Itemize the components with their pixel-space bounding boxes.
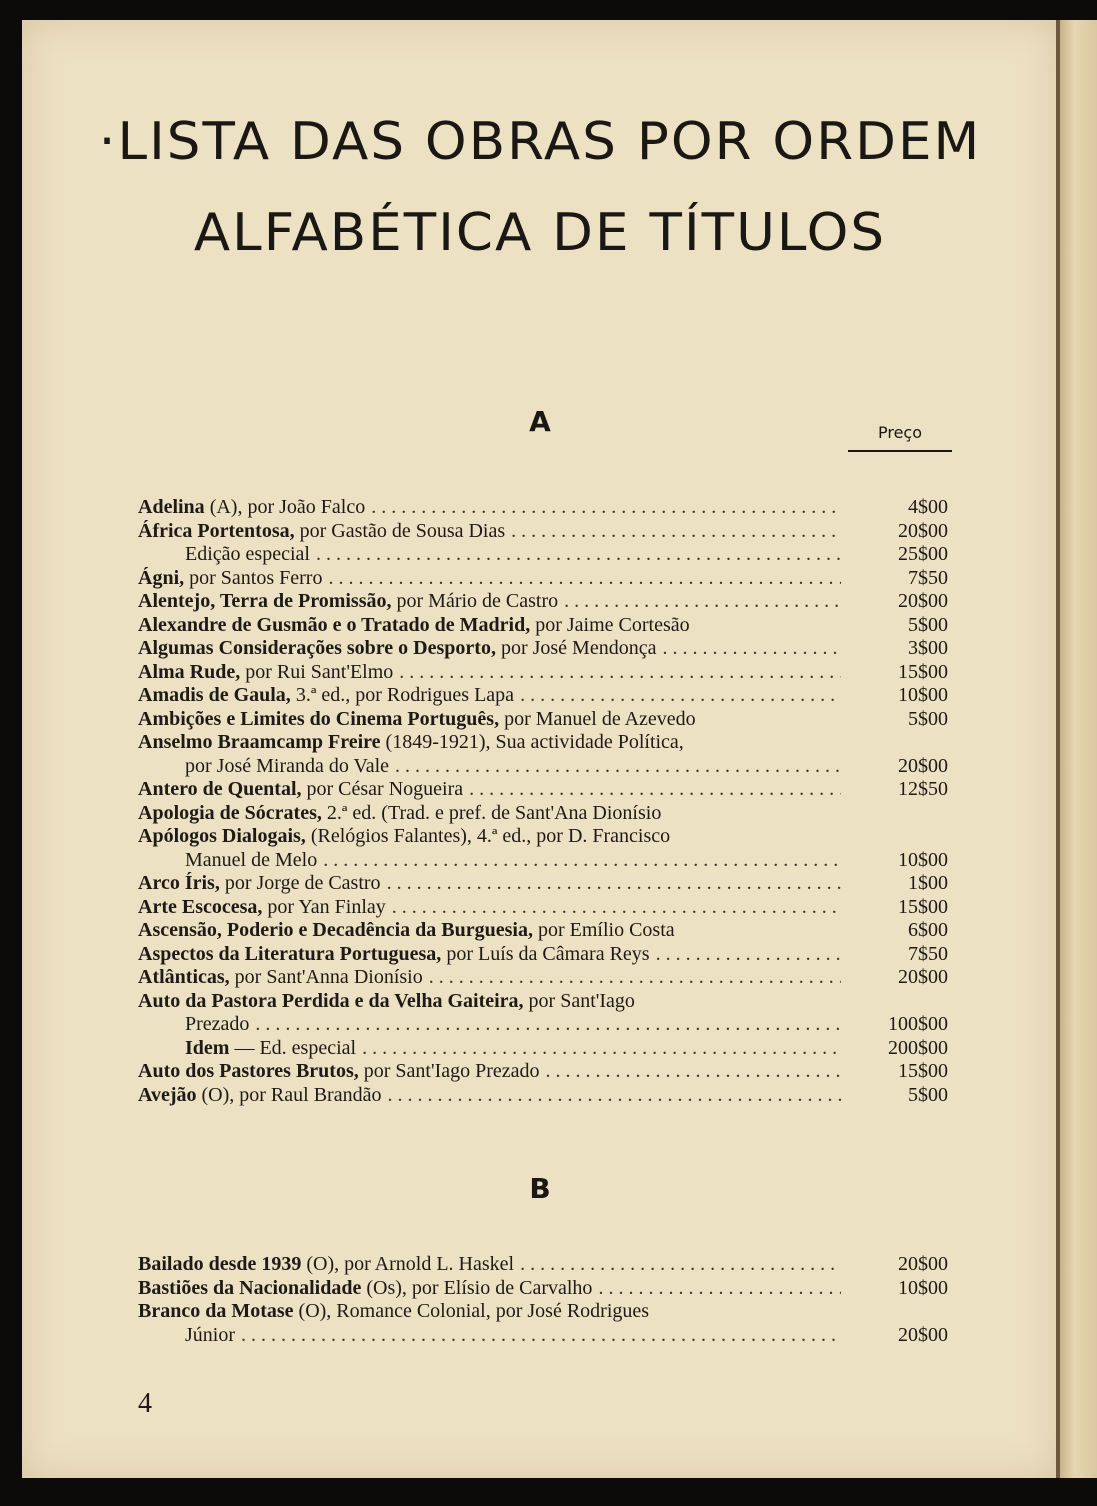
- entry-text: [138, 825, 841, 849]
- entry-title-bold: Arte Escocesa,: [138, 895, 263, 918]
- entry-title-bold: Algumas Considerações sobre o Desporto,: [138, 637, 496, 659]
- entry-row: [138, 520, 948, 544]
- entry-text: [138, 1277, 841, 1301]
- entry-title-line: [185, 1037, 356, 1061]
- entry-title-line: [138, 496, 365, 520]
- dot-leader: [255, 1013, 841, 1037]
- dot-leader: [316, 543, 841, 567]
- entry-title-line: [138, 802, 661, 826]
- section-letter-a: A: [529, 405, 551, 438]
- dot-leader: [469, 778, 841, 802]
- dot-leader: [656, 943, 841, 967]
- entry-details: Edição especial: [185, 543, 310, 565]
- entry-row: [138, 567, 948, 591]
- entry-title-bold: Apólogos Dialogais,: [138, 825, 306, 847]
- entry-list-b: [138, 1253, 948, 1347]
- entry-details: (O), por Raul Brandão: [196, 1083, 382, 1106]
- entry-text: [138, 1060, 841, 1084]
- dot-leader: [520, 684, 841, 708]
- entry-title-bold: Adelina: [138, 496, 205, 518]
- entry-price: 4$00: [908, 496, 948, 518]
- entry-details: por Manuel de Azevedo: [499, 707, 696, 730]
- entry-details: por Gastão de Sousa Dias: [294, 519, 506, 542]
- entry-title-bold: Arco Íris,: [138, 872, 220, 894]
- entry-text: [138, 1084, 841, 1108]
- entry-text: [138, 1253, 841, 1277]
- entry-title-line: [185, 755, 389, 779]
- entry-row: [138, 943, 948, 967]
- entry-text: [185, 1324, 841, 1348]
- entry-price: 7$50: [908, 566, 948, 589]
- entry-title-bold: Amadis de Gaula,: [138, 684, 291, 706]
- entry-row: [138, 1013, 948, 1037]
- entry-title-bold: Anselmo Braamcamp Freire: [138, 731, 381, 753]
- entry-price: 3$00: [908, 637, 948, 659]
- dot-leader: [328, 567, 841, 591]
- entry-details: 3.ª ed., por Rodrigues Lapa: [290, 684, 515, 706]
- entry-title-bold: Bastiões da Nacionalidade: [138, 1276, 362, 1299]
- entry-title-line: [138, 1084, 381, 1108]
- entry-title-line: [138, 825, 670, 849]
- entry-title-line: [185, 1013, 249, 1037]
- entry-title-bold: Alentejo, Terra de Promissão,: [138, 590, 392, 612]
- entry-row: [138, 778, 948, 802]
- entry-details: por César Nogueira: [301, 778, 464, 800]
- entry-title-bold: Apologia de Sócrates,: [138, 801, 322, 824]
- entry-title-bold: Alma Rude,: [138, 660, 241, 683]
- entry-text: [138, 637, 841, 661]
- entry-title-line: [138, 872, 381, 896]
- dot-leader: [564, 590, 841, 614]
- entry-details: por Sant'Iago: [523, 989, 635, 1012]
- entry-details: Prezado: [185, 1013, 250, 1035]
- entry-row: [138, 1324, 948, 1348]
- entry-text: [138, 590, 841, 614]
- entry-details: Júnior: [185, 1323, 235, 1346]
- entry-title-line: [138, 778, 463, 802]
- entry-text: [138, 684, 841, 708]
- section-letter-b: B: [529, 1172, 551, 1205]
- entry-title-line: [138, 567, 322, 591]
- dot-leader: [387, 1084, 841, 1108]
- dot-leader: [395, 755, 841, 779]
- entry-row: [138, 1037, 948, 1061]
- entry-text: [138, 802, 841, 826]
- dot-leader: [399, 661, 841, 685]
- entry-title-line: [185, 543, 310, 567]
- entry-text: [185, 755, 841, 779]
- entry-price: 10$00: [898, 1276, 948, 1299]
- entry-row: [138, 1300, 948, 1324]
- entry-title-line: [138, 943, 650, 967]
- entry-title-bold: Avejão: [138, 1083, 197, 1106]
- entry-title-bold: África Portentosa,: [138, 519, 295, 542]
- entry-details: (Os), por Elísio de Carvalho: [361, 1276, 593, 1299]
- dot-leader: [546, 1060, 841, 1084]
- page-title-line-2: ALFABÉTICA DE TÍTULOS: [193, 203, 887, 263]
- entry-title-bold: Atlânticas,: [138, 966, 230, 988]
- page-title-line-1: ·LISTA DAS OBRAS POR ORDEM: [98, 112, 982, 172]
- entry-text: [138, 520, 841, 544]
- entry-price: 15$00: [898, 660, 948, 683]
- entry-title-line: [138, 661, 393, 685]
- entry-price: 25$00: [898, 543, 948, 565]
- entry-title-line: [138, 614, 690, 638]
- entry-details: 2.ª ed. (Trad. e pref. de Sant'Ana Dionísio: [321, 801, 662, 824]
- entry-title-bold: Auto dos Pastores Brutos,: [138, 1060, 359, 1082]
- entry-row: [138, 1060, 948, 1084]
- entry-text: [138, 731, 841, 755]
- entry-details: (O), por Arnold L. Haskel: [301, 1253, 515, 1275]
- entry-row: [138, 919, 948, 943]
- entry-details: — Ed. especial: [229, 1036, 357, 1059]
- entry-title-line: [138, 731, 684, 755]
- entry-text: [185, 1037, 841, 1061]
- entry-title-line: [138, 896, 386, 920]
- dot-leader: [241, 1324, 841, 1348]
- entry-title-bold: Ágni,: [138, 566, 185, 589]
- entry-row: [138, 708, 948, 732]
- entry-price: 5$00: [908, 1083, 948, 1106]
- entry-text: [138, 567, 841, 591]
- entry-text: [138, 872, 841, 896]
- entry-details: (Relógios Falantes), 4.ª ed., por D. Francisco: [305, 825, 671, 847]
- entry-price: 6$00: [908, 919, 948, 941]
- book-page: [22, 20, 1058, 1478]
- entry-price: 20$00: [898, 519, 948, 542]
- entry-title-line: [138, 966, 423, 990]
- entry-row: [138, 1253, 948, 1277]
- entry-details: por Sant'Iago Prezado: [358, 1060, 540, 1082]
- entry-details: por Yan Finlay: [262, 895, 386, 918]
- entry-title-bold: Alexandre de Gusmão e o Tratado de Madrid,: [138, 613, 531, 636]
- entry-text: [138, 919, 841, 943]
- entry-price: 7$50: [908, 942, 948, 965]
- entry-text: [138, 614, 841, 638]
- dot-leader: [511, 520, 841, 544]
- entry-row: [138, 590, 948, 614]
- entry-price: 15$00: [898, 895, 948, 918]
- entry-text: [185, 1013, 841, 1037]
- entry-details: por Santos Ferro: [184, 566, 323, 589]
- entry-title-bold: Branco da Motase: [138, 1300, 294, 1322]
- facing-page-edge: [1060, 20, 1097, 1478]
- entry-price: 20$00: [898, 754, 948, 777]
- entry-title-line: [138, 1300, 649, 1324]
- entry-details: por Jorge de Castro: [219, 872, 381, 894]
- dot-leader: [662, 637, 841, 661]
- entry-details: por Mário de Castro: [391, 590, 559, 612]
- entry-row: [138, 661, 948, 685]
- entry-text: [138, 496, 841, 520]
- entry-text: [138, 896, 841, 920]
- dot-leader: [429, 966, 841, 990]
- entry-row: [138, 1084, 948, 1108]
- entry-title-line: [138, 1277, 592, 1301]
- price-column-header: Preço: [848, 423, 952, 452]
- entry-title-line: [138, 637, 656, 661]
- entry-price: 10$00: [898, 848, 948, 871]
- entry-details: por José Miranda do Vale: [185, 754, 390, 777]
- entry-details: por Luís da Câmara Reys: [441, 942, 650, 965]
- entry-row: [138, 731, 948, 755]
- entry-text: [138, 708, 841, 732]
- entry-price: 5$00: [908, 707, 948, 730]
- entry-price: 20$00: [898, 966, 948, 988]
- entry-title-bold: Idem: [185, 1036, 230, 1059]
- entry-title-line: [138, 1253, 514, 1277]
- entry-title-line: [138, 1060, 540, 1084]
- entry-title-line: [138, 590, 558, 614]
- entry-row: [138, 637, 948, 661]
- entry-title-bold: Auto da Pastora Perdida e da Velha Gaiteira,: [138, 989, 524, 1012]
- dot-leader: [362, 1037, 841, 1061]
- entry-row: [138, 684, 948, 708]
- entry-row: [138, 802, 948, 826]
- entry-price: 20$00: [898, 1253, 948, 1275]
- entry-title-bold: Aspectos da Literatura Portuguesa,: [138, 942, 442, 965]
- entry-row: [138, 990, 948, 1014]
- entry-text: [185, 543, 841, 567]
- entry-row: [138, 755, 948, 779]
- entry-price: 20$00: [898, 590, 948, 612]
- entry-row: [138, 966, 948, 990]
- entry-details: (1849-1921), Sua actividade Política,: [380, 731, 684, 753]
- entry-price: 5$00: [908, 613, 948, 636]
- entry-details: por Sant'Anna Dionísio: [229, 966, 423, 988]
- entry-title-line: [138, 990, 635, 1014]
- entry-text: [138, 661, 841, 685]
- entry-price: 15$00: [898, 1060, 948, 1082]
- entry-title-line: [138, 520, 505, 544]
- entry-details: por Jaime Cortesão: [530, 613, 690, 636]
- entry-price: 12$50: [898, 778, 948, 800]
- entry-row: [138, 896, 948, 920]
- entry-title-bold: Antero de Quental,: [138, 778, 302, 800]
- entry-title-line: [138, 708, 696, 732]
- entry-row: [138, 849, 948, 873]
- dot-leader: [520, 1253, 841, 1277]
- entry-title-line: [185, 849, 317, 873]
- entry-price: 1$00: [908, 872, 948, 894]
- entry-row: [138, 1277, 948, 1301]
- entry-row: [138, 825, 948, 849]
- entry-row: [138, 614, 948, 638]
- entry-title-bold: Ascensão, Poderio e Decadência da Burguesia,: [138, 919, 533, 941]
- entry-title-line: [138, 684, 514, 708]
- entry-text: [138, 943, 841, 967]
- entry-title-bold: Ambições e Limites do Cinema Português,: [138, 707, 500, 730]
- entry-title-line: [185, 1324, 235, 1348]
- dot-leader: [392, 896, 841, 920]
- entry-text: [138, 990, 841, 1014]
- entry-row: [138, 496, 948, 520]
- entry-title-bold: Bailado desde 1939: [138, 1253, 302, 1275]
- entry-title-line: [138, 919, 675, 943]
- entry-price: 100$00: [888, 1013, 948, 1035]
- dot-leader: [387, 872, 841, 896]
- entry-price: 200$00: [888, 1036, 948, 1059]
- entry-text: [138, 966, 841, 990]
- entry-row: [138, 872, 948, 896]
- entry-text: [138, 1300, 841, 1324]
- dot-leader: [371, 496, 841, 520]
- entry-details: por Emílio Costa: [532, 919, 675, 941]
- dot-leader: [323, 849, 841, 873]
- entry-price: 10$00: [898, 684, 948, 706]
- entry-details: (A), por João Falco: [204, 496, 366, 518]
- entry-list-a: [138, 496, 948, 1107]
- dot-leader: [598, 1277, 841, 1301]
- entry-price: 20$00: [898, 1323, 948, 1346]
- entry-details: (O), Romance Colonial, por José Rodrigues: [293, 1300, 650, 1322]
- entry-text: [138, 778, 841, 802]
- page-number: 4: [138, 1388, 152, 1419]
- entry-row: [138, 543, 948, 567]
- entry-details: Manuel de Melo: [185, 848, 318, 871]
- entry-details: por Rui Sant'Elmo: [240, 660, 394, 683]
- entry-details: por José Mendonça: [495, 637, 657, 659]
- entry-text: [185, 849, 841, 873]
